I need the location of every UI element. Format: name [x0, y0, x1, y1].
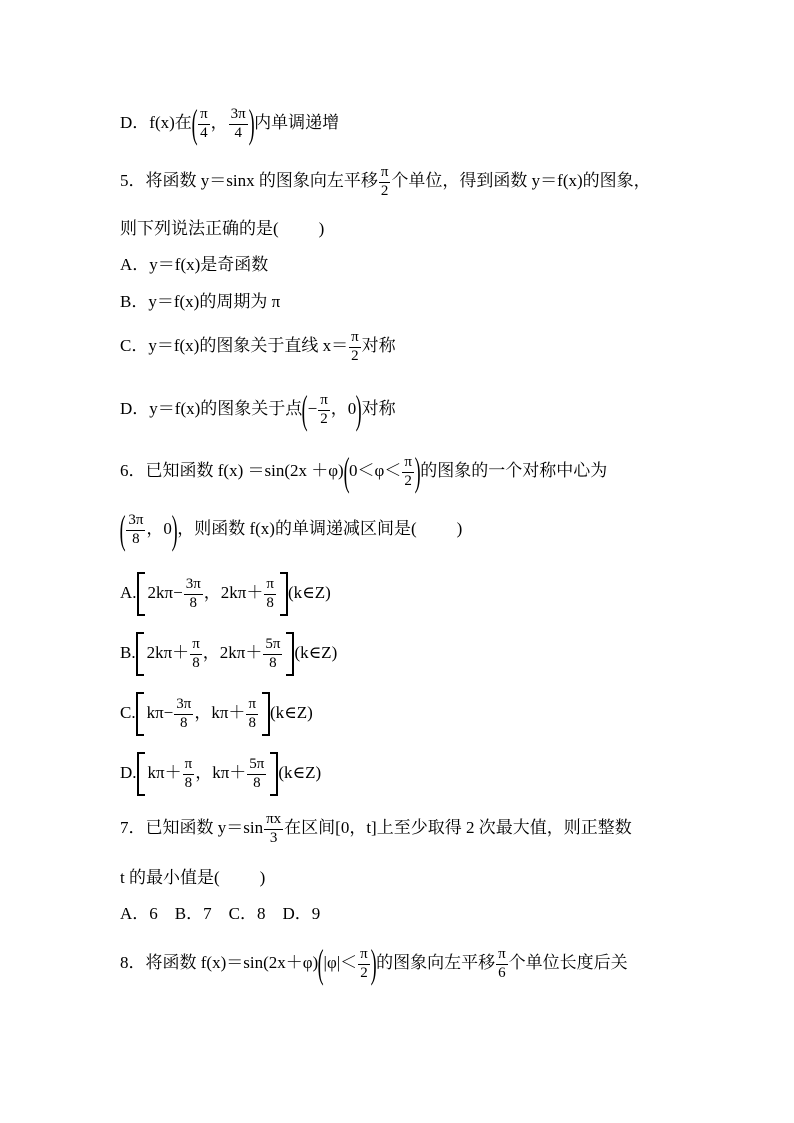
numerator: π — [402, 455, 414, 473]
denominator: 8 — [192, 654, 200, 671]
q6-stem-line1 — [120, 449, 608, 494]
option-label: B. — [120, 642, 136, 662]
right-bracket — [280, 572, 288, 616]
condition-text: 0＜φ＜ — [349, 460, 402, 480]
option-label: A. — [120, 582, 137, 602]
stem-text: 5．将函数 y＝sinx 的图象向左平移 — [120, 171, 378, 191]
fraction — [183, 757, 195, 792]
answer-blank: ) — [456, 518, 463, 538]
option-text: ，kπ＋ — [194, 702, 246, 722]
fraction — [264, 577, 276, 612]
fraction — [496, 947, 508, 982]
denominator: 8 — [253, 774, 261, 791]
left-paren: ( — [119, 507, 126, 552]
right-paren: ) — [248, 101, 255, 146]
numerator: π — [358, 947, 370, 965]
q7-options: A．6 B．7 C．8 D．9 — [120, 904, 321, 923]
q7-stem-line2 — [120, 869, 265, 886]
left-paren: ( — [301, 387, 308, 432]
q5-option-a: A．y＝f(x)是奇函数 — [120, 255, 269, 274]
stem-text: 个单位，得到函数 y＝f(x)的图象， — [391, 171, 651, 191]
condition-text: |φ|＜ — [323, 952, 358, 972]
fraction — [263, 637, 282, 672]
stem-text: 的图象的一个对称中心为 — [420, 460, 608, 480]
q6-option-d — [120, 752, 321, 796]
answer-blank: ) — [318, 219, 325, 238]
right-paren: ) — [414, 449, 421, 494]
q4-option-d — [120, 101, 340, 146]
numerator: π — [379, 165, 391, 183]
fraction — [184, 577, 203, 612]
stem-text: ，则函数 f(x)的单调递减区间是( — [177, 518, 417, 538]
answer-blank: ) — [259, 868, 266, 887]
q7-stem-line1 — [120, 812, 632, 847]
denominator: 2 — [351, 347, 359, 364]
fraction — [198, 107, 210, 142]
stem-text: 8．将函数 f(x)＝sin(2x＋φ) — [120, 952, 319, 972]
option-text: ，kπ＋ — [195, 762, 247, 782]
right-paren: ) — [355, 387, 362, 432]
q5-option-d — [120, 387, 396, 432]
stem-text: 7．已知函数 y＝sin — [120, 818, 264, 838]
option-text: C．y＝f(x)的图象关于直线 x＝ — [120, 336, 349, 356]
numerator: π — [190, 637, 202, 655]
fraction — [318, 393, 330, 428]
fraction — [174, 697, 193, 732]
fraction — [379, 165, 391, 200]
denominator: 6 — [498, 964, 506, 981]
numerator: π — [198, 107, 210, 125]
option-text: (k∈Z) — [270, 702, 313, 722]
fraction — [246, 697, 258, 732]
q5-option-b: B．y＝f(x)的周期为 π — [120, 292, 281, 311]
option-text: 2kπ− — [147, 582, 183, 602]
fraction — [402, 455, 414, 490]
numerator: π — [264, 577, 276, 595]
right-bracket — [262, 692, 270, 736]
numerator: 5π — [263, 637, 282, 655]
numerator: π — [318, 393, 330, 411]
left-paren: ( — [191, 101, 198, 146]
q6-stem-line2 — [119, 507, 463, 552]
separator: ， — [210, 112, 228, 132]
q8-stem-line1 — [120, 941, 628, 986]
fraction — [126, 513, 145, 548]
right-paren: ) — [171, 507, 178, 552]
numerator: 3π — [229, 107, 248, 125]
option-text: 内单调递增 — [254, 112, 340, 132]
fraction — [358, 947, 370, 982]
left-bracket — [136, 632, 144, 676]
fraction — [264, 812, 283, 847]
numerator: π — [349, 330, 361, 348]
q6-option-c — [120, 692, 313, 736]
denominator: 8 — [132, 530, 140, 547]
numerator: π — [183, 757, 195, 775]
option-text: kπ− — [146, 702, 174, 722]
denominator: 8 — [248, 714, 256, 731]
stem-text: 的图象向左平移 — [376, 952, 496, 972]
denominator: 4 — [200, 124, 208, 141]
minus-sign: − — [307, 398, 318, 418]
left-bracket — [137, 752, 145, 796]
q6-option-b — [120, 632, 337, 676]
fraction — [349, 330, 361, 365]
numerator: 3π — [174, 697, 193, 715]
denominator: 8 — [180, 714, 188, 731]
option-text: kπ＋ — [147, 762, 182, 782]
option-text: 2kπ＋ — [146, 642, 190, 662]
numerator: 3π — [126, 513, 145, 531]
stem-text: 在区间[0，t]上至少取得 2 次最大值，则正整数 — [284, 818, 632, 838]
option-label: D． — [120, 112, 150, 132]
option-text: (k∈Z) — [287, 582, 331, 602]
option-text: 对称 — [361, 336, 396, 356]
denominator: 3 — [269, 829, 278, 846]
numerator: 3π — [184, 577, 203, 595]
denominator: 8 — [184, 774, 193, 791]
option-label: C. — [120, 702, 136, 722]
stem-text: t 的最小值是( — [120, 868, 220, 887]
option-text: ，2kπ＋ — [202, 642, 263, 662]
left-bracket — [137, 572, 145, 616]
denominator: 4 — [234, 124, 242, 141]
denominator: 8 — [266, 594, 274, 611]
option-text: (k∈Z) — [278, 762, 322, 782]
left-paren: ( — [343, 449, 350, 494]
left-bracket — [136, 692, 144, 736]
q5-stem-line1 — [120, 165, 651, 200]
left-paren: ( — [317, 941, 324, 986]
q5-option-c — [120, 330, 396, 365]
stem-text: 个单位长度后关 — [508, 952, 628, 972]
denominator: 8 — [269, 654, 277, 671]
denominator: 2 — [404, 472, 412, 489]
numerator: πx — [264, 812, 283, 830]
option-text: ，2kπ＋ — [203, 582, 264, 602]
option-text: 对称 — [361, 398, 396, 418]
denominator: 2 — [360, 964, 368, 981]
right-paren: ) — [370, 941, 377, 986]
fraction — [247, 757, 266, 792]
stem-text: 6．已知函数 f(x) ＝sin(2x ＋φ) — [120, 460, 344, 480]
option-text: f(x)在 — [149, 112, 192, 132]
stem-text: 则下列说法正确的是( — [120, 219, 279, 238]
q6-option-a — [120, 572, 331, 616]
denominator: 8 — [189, 594, 197, 611]
numerator: π — [496, 947, 508, 965]
stem-text: ，0 — [146, 518, 172, 538]
option-text: D．y＝f(x)的图象关于点 — [120, 398, 303, 418]
option-text: ，0 — [330, 398, 357, 418]
numerator: 5π — [247, 757, 266, 775]
fraction — [229, 107, 248, 142]
option-label: D. — [120, 762, 137, 782]
denominator: 2 — [320, 410, 328, 427]
denominator: 2 — [380, 182, 389, 199]
option-text: (k∈Z) — [294, 642, 338, 662]
q5-stem-line2 — [120, 220, 324, 237]
fraction — [190, 637, 202, 672]
numerator: π — [246, 697, 258, 715]
